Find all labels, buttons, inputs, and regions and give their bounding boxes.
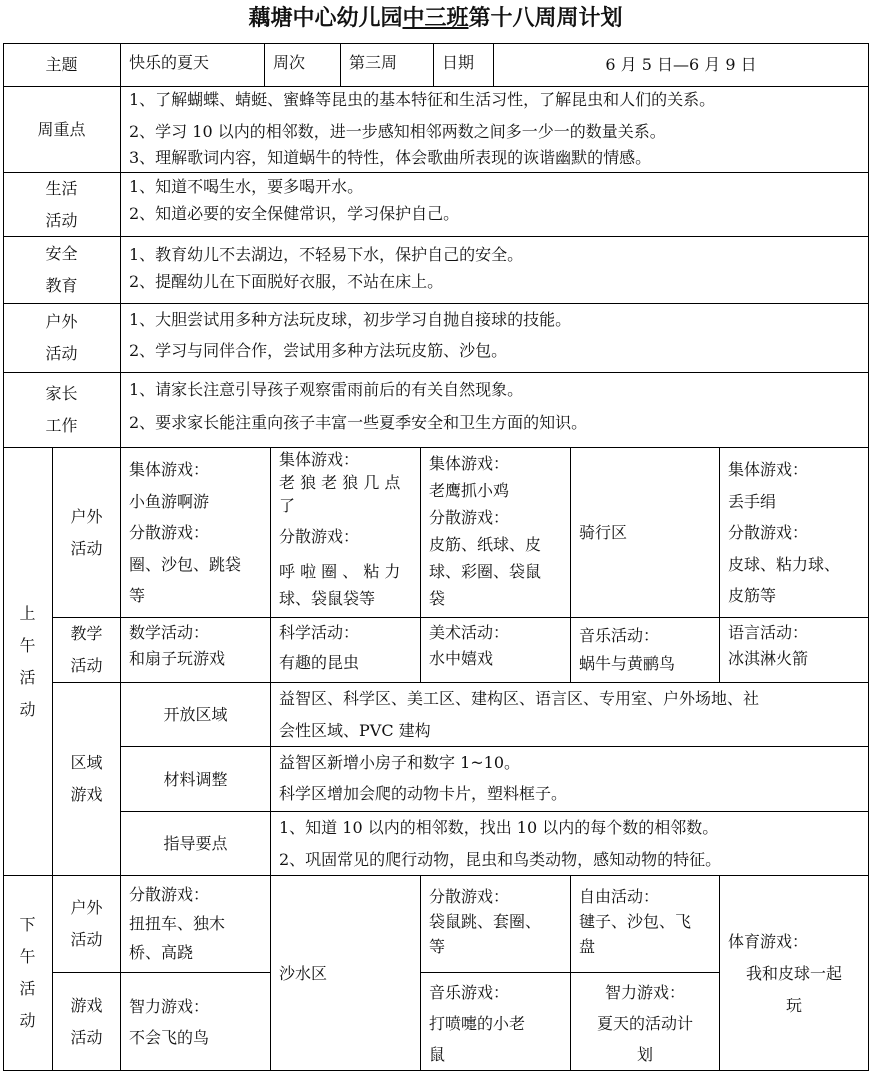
week-value: 第三周 (341, 43, 434, 87)
teaching-label-2: 活动 (70, 656, 103, 675)
cell-line: 老鹰抓小鸡 (429, 481, 510, 500)
page-title (0, 0, 871, 40)
life-label-2: 活动 (45, 210, 78, 230)
parents-item: 2、要求家长能注重向孩子丰富一些夏季安全和卫生方面的知识。 (129, 413, 588, 432)
life-item: 1、知道不喝生水，要多喝开水。 (129, 177, 364, 196)
cell-line: 桥、高跷 (129, 943, 194, 962)
teaching-mon (121, 618, 271, 683)
morning-outdoor-label (53, 448, 121, 618)
cell-line: 数学活动： (129, 623, 210, 642)
cell-line: 科学活动： (279, 623, 360, 642)
afternoon-outdoor-mon (121, 876, 271, 973)
life-label-1: 生活 (45, 178, 78, 198)
afternoon-label-char: 活 (19, 979, 36, 998)
theme-value: 快乐的夏天 (121, 43, 265, 87)
cell-line: 集体游戏： (279, 450, 360, 469)
area-label-1: 区域 (70, 753, 103, 772)
area-material-content (271, 747, 869, 812)
teaching-label-1: 教学 (70, 624, 103, 643)
afternoon-game-wed (421, 973, 571, 1071)
morning-outdoor-thu (571, 448, 720, 618)
cell-line: 等 (129, 586, 146, 605)
cell-line: 皮筋等 (728, 586, 777, 605)
date-label: 日期 (434, 43, 494, 87)
safety-label-1: 安全 (45, 244, 78, 263)
outdoor-item: 2、学习与同伴合作，尝试用多种方法玩皮筋、沙包。 (129, 341, 508, 360)
morning-outdoor-fri (720, 448, 869, 618)
area-guide-label: 指导要点 (121, 812, 271, 876)
cell-line: 分散游戏： (129, 885, 210, 904)
cell-line: 打喷嚏的小老 (429, 1014, 526, 1033)
cell-line: 圈、沙包、跳袋 (129, 554, 242, 574)
morning-outdoor-wed (421, 448, 571, 618)
afternoon-label (3, 876, 53, 1071)
cell-line: 袋鼠跳、套圈、 (429, 912, 542, 931)
cell-line: 冰淇淋火箭 (728, 649, 809, 668)
afternoon-game-label-1: 游戏 (70, 995, 103, 1015)
outdoor-item: 1、大胆尝试用多种方法玩皮球，初步学习自抛自接球的技能。 (129, 310, 572, 329)
parents-item: 1、请家长注意引导孩子观察雷雨前后的有关自然现象。 (129, 380, 524, 399)
cell-line: 集体游戏： (429, 454, 510, 473)
afternoon-tue (271, 876, 421, 1071)
cell-line: 和扇子玩游戏 (129, 649, 226, 668)
cell-line: 老 狼 老 狼 几 点 (279, 473, 401, 492)
outdoor-label-2: 活动 (45, 344, 78, 363)
safety-item: 2、提醒幼儿在下面脱好衣服，不站在床上。 (129, 272, 444, 291)
cell-line: 不会飞的鸟 (129, 1028, 210, 1047)
teaching-fri (720, 618, 869, 683)
cell-line: 夏天的活动计 (596, 1014, 693, 1033)
parents-content (121, 373, 869, 448)
cell-line: 有趣的昆虫 (279, 653, 360, 672)
cell-line: 科学区增加会爬的动物卡片，塑料框子。 (279, 784, 568, 803)
area-label (53, 683, 121, 876)
cell-line: 盘 (579, 937, 596, 956)
cell-line: 皮球、粘力球、 (728, 554, 841, 574)
cell-line: 智力游戏： (604, 983, 685, 1002)
focus-content (121, 87, 869, 173)
week-label: 周次 (265, 43, 341, 87)
focus-item: 3、理解歌词内容，知道蜗牛的特性，体会歌曲所表现的诙谐幽默的情感。 (129, 148, 652, 167)
morning-outdoor-label-2: 活动 (70, 538, 103, 558)
morning-outdoor-label-1: 户外 (70, 506, 103, 526)
afternoon-outdoor-thu (571, 876, 720, 973)
title-suffix: 周周计划 (534, 6, 623, 31)
afternoon-label-char: 动 (19, 1011, 36, 1030)
area-guide-content (271, 812, 869, 876)
cell-line: 我和皮球一起 (745, 964, 842, 983)
cell-line: 鼠 (429, 1045, 446, 1064)
morning-label-char: 动 (19, 699, 36, 719)
cell-line: 分散游戏： (429, 887, 510, 906)
afternoon-game-label (53, 973, 121, 1071)
afternoon-outdoor-label-2: 活动 (70, 930, 103, 949)
morning-outdoor-tue (271, 448, 421, 618)
safety-label (3, 237, 121, 304)
outdoor-label-1: 户外 (45, 312, 78, 331)
morning-label-char: 午 (19, 635, 36, 655)
afternoon-fri (720, 876, 869, 1071)
focus-item: 2、学习 10 以内的相邻数，进一步感知相邻两数之间多一少一的数量关系。 (129, 122, 666, 141)
cell-line: 美术活动： (429, 623, 510, 642)
title-school: 藕塘中心幼儿园 (248, 6, 403, 31)
teaching-thu (571, 618, 720, 683)
cell-line: 益智区新增小房子和数字 1~10。 (279, 753, 521, 772)
outdoor-label (3, 304, 121, 373)
focus-label: 周重点 (3, 87, 121, 173)
cell-line: 蜗牛与黄鹂鸟 (579, 654, 676, 673)
cell-line: 袋 (429, 589, 446, 608)
morning-label-char: 上 (19, 603, 36, 623)
cell-line: 1、知道 10 以内的相邻数，找出 10 以内的每个数的相邻数。 (279, 818, 719, 837)
cell-line: 会性区域、PVC 建构 (279, 721, 431, 740)
cell-line: 益智区、科学区、美工区、建构区、语言区、专用室、户外场地、社 (279, 689, 760, 708)
cell-line: 玩 (785, 996, 802, 1015)
afternoon-outdoor-label (53, 876, 121, 973)
cell-line: 球、袋鼠袋等 (279, 589, 376, 608)
life-content (121, 173, 869, 237)
cell-line: 划 (636, 1045, 653, 1064)
cell-line: 2、巩固常见的爬行动物，昆虫和鸟类动物，感知动物的特征。 (279, 850, 722, 869)
cell-line: 小鱼游啊游 (129, 491, 210, 511)
parents-label (3, 373, 121, 448)
cell-line: 分散游戏： (279, 527, 360, 546)
cell-line: 球、彩圈、袋鼠 (429, 562, 542, 581)
morning-outdoor-mon (121, 448, 271, 618)
cell-line: 皮筋、纸球、皮 (429, 535, 542, 554)
afternoon-label-char: 下 (19, 915, 36, 934)
cell-line: 丢手绢 (728, 491, 777, 511)
cell-line: 集体游戏： (129, 460, 210, 479)
cell-line: 骑行区 (579, 523, 628, 542)
cell-line: 扭扭车、独木 (129, 914, 226, 933)
area-material-label: 材料调整 (121, 747, 271, 812)
title-class: 中三班 (402, 6, 469, 31)
cell-line: 分散游戏： (129, 523, 210, 542)
afternoon-outdoor-wed (421, 876, 571, 973)
cell-line: 水中嬉戏 (429, 649, 494, 668)
life-label (3, 173, 121, 237)
outdoor-content (121, 304, 869, 373)
cell-line: 智力游戏： (129, 997, 210, 1016)
area-open-content (271, 683, 869, 747)
cell-line: 语言活动： (728, 623, 809, 642)
safety-label-2: 教育 (45, 276, 78, 295)
date-value: 6 月 5 日—6 月 9 日 (494, 43, 869, 87)
cell-line: 分散游戏： (429, 508, 510, 527)
cell-line: 等 (429, 937, 446, 956)
title-week-number: 第十八 (468, 6, 535, 31)
afternoon-game-mon (121, 973, 271, 1071)
parents-label-2: 工作 (45, 416, 78, 435)
afternoon-outdoor-label-1: 户外 (70, 898, 103, 917)
area-label-2: 游戏 (70, 785, 103, 804)
morning-label (3, 448, 53, 876)
parents-label-1: 家长 (45, 384, 78, 403)
cell-line: 音乐活动： (579, 626, 660, 645)
cell-line: 自由活动： (579, 887, 660, 906)
afternoon-game-label-2: 活动 (70, 1027, 103, 1047)
teaching-label (53, 618, 121, 683)
cell-line: 音乐游戏： (429, 983, 510, 1002)
focus-item: 1、了解蝴蝶、蜻蜓、蜜蜂等昆虫的基本特征和生活习性，了解昆虫和人们的关系。 (129, 90, 716, 109)
theme-label: 主题 (3, 43, 121, 87)
safety-item: 1、教育幼儿不去湖边，不轻易下水，保护自己的安全。 (129, 245, 524, 264)
safety-content (121, 237, 869, 304)
afternoon-game-thu (571, 973, 720, 1071)
cell-line: 体育游戏： (728, 932, 809, 951)
teaching-tue (271, 618, 421, 683)
cell-line: 沙水区 (279, 964, 328, 983)
afternoon-label-char: 午 (19, 947, 36, 966)
area-open-label: 开放区域 (121, 683, 271, 747)
cell-line: 分散游戏： (728, 523, 809, 542)
morning-label-char: 活 (19, 667, 36, 687)
cell-line: 了 (279, 496, 296, 515)
cell-line: 毽子、沙包、飞 (579, 912, 692, 931)
cell-line: 集体游戏： (728, 460, 809, 479)
life-item: 2、知道必要的安全保健常识，学习保护自己。 (129, 204, 460, 223)
teaching-wed (421, 618, 571, 683)
cell-line: 呼 啦 圈 、 粘 力 (279, 562, 401, 581)
